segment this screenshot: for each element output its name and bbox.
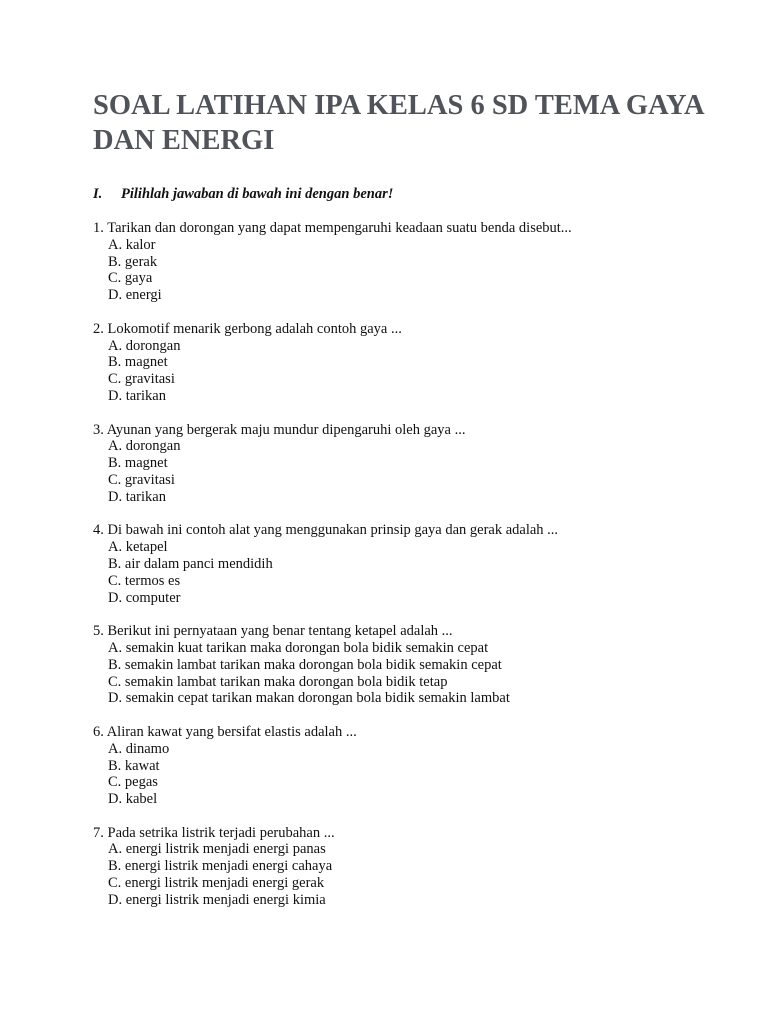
option-c: C. semakin lambat tarikan maka dorongan bola bidik tetap bbox=[108, 673, 448, 690]
question-text: 3. Ayunan yang bergerak maju mundur dipengaruhi oleh gaya ... bbox=[93, 421, 466, 438]
option-b: B. magnet bbox=[108, 354, 168, 371]
option-c: C. pegas bbox=[108, 774, 158, 791]
question-text: 2. Lokomotif menarik gerbong adalah contoh gaya ... bbox=[93, 320, 402, 337]
question-text: 7. Pada setrika listrik terjadi perubahan ... bbox=[93, 824, 335, 841]
document-title: SOAL LATIHAN IPA KELAS 6 SD TEMA GAYA DAN ENERGI bbox=[93, 90, 704, 156]
option-c: C. gravitasi bbox=[108, 471, 175, 488]
question-text: 4. Di bawah ini contoh alat yang menggunakan prinsip gaya dan gerak adalah ... bbox=[93, 522, 559, 539]
option-c: C. energi listrik menjadi energi gerak bbox=[108, 875, 325, 892]
option-a: A. dorongan bbox=[108, 337, 181, 354]
question-3 bbox=[93, 422, 733, 506]
question-list bbox=[93, 220, 733, 909]
option-a: A. ketapel bbox=[108, 539, 168, 556]
option-b: B. semakin lambat tarikan maka dorongan bola bidik semakin cepat bbox=[108, 656, 502, 673]
option-d: D. semakin cepat tarikan makan dorongan bola bidik semakin lambat bbox=[108, 690, 510, 707]
option-d: D. tarikan bbox=[108, 387, 166, 404]
option-d: D. tarikan bbox=[108, 488, 166, 505]
option-a: A. kalor bbox=[108, 236, 156, 253]
option-c: C. gaya bbox=[108, 270, 153, 287]
option-b: B. energi listrik menjadi energi cahaya bbox=[108, 858, 333, 875]
option-a: A. semakin kuat tarikan maka dorongan bola bidik semakin cepat bbox=[108, 639, 489, 656]
option-b: B. magnet bbox=[108, 455, 168, 472]
option-b: B. gerak bbox=[108, 253, 158, 270]
question-text: 6. Aliran kawat yang bersifat elastis adalah ... bbox=[93, 723, 357, 740]
section-number: I. bbox=[93, 186, 103, 202]
question-text: 5. Berikut ini pernyataan yang benar tentang ketapel adalah ... bbox=[93, 623, 453, 640]
question-2 bbox=[93, 321, 733, 405]
section-instruction: Pilihlah jawaban di bawah ini dengan benar! bbox=[121, 186, 394, 202]
question-6 bbox=[93, 724, 733, 808]
option-b: B. air dalam panci mendidih bbox=[108, 555, 273, 572]
question-text: 1. Tarikan dan dorongan yang dapat mempengaruhi keadaan suatu benda disebut... bbox=[93, 220, 572, 236]
document-page bbox=[93, 88, 733, 925]
question-1 bbox=[93, 220, 733, 304]
option-d: D. energi listrik menjadi energi kimia bbox=[108, 891, 326, 908]
option-d: D. kabel bbox=[108, 791, 158, 808]
option-c: C. gravitasi bbox=[108, 371, 175, 388]
option-a: A. dorongan bbox=[108, 438, 181, 455]
section-heading bbox=[93, 185, 733, 203]
option-d: D. energi bbox=[108, 287, 162, 304]
question-4 bbox=[93, 522, 733, 606]
question-7 bbox=[93, 825, 733, 909]
option-c: C. termos es bbox=[108, 572, 181, 589]
option-a: A. dinamo bbox=[108, 740, 170, 757]
option-d: D. computer bbox=[108, 589, 181, 606]
option-a: A. energi listrik menjadi energi panas bbox=[108, 841, 326, 858]
option-b: B. kawat bbox=[108, 757, 160, 774]
question-5 bbox=[93, 623, 733, 707]
